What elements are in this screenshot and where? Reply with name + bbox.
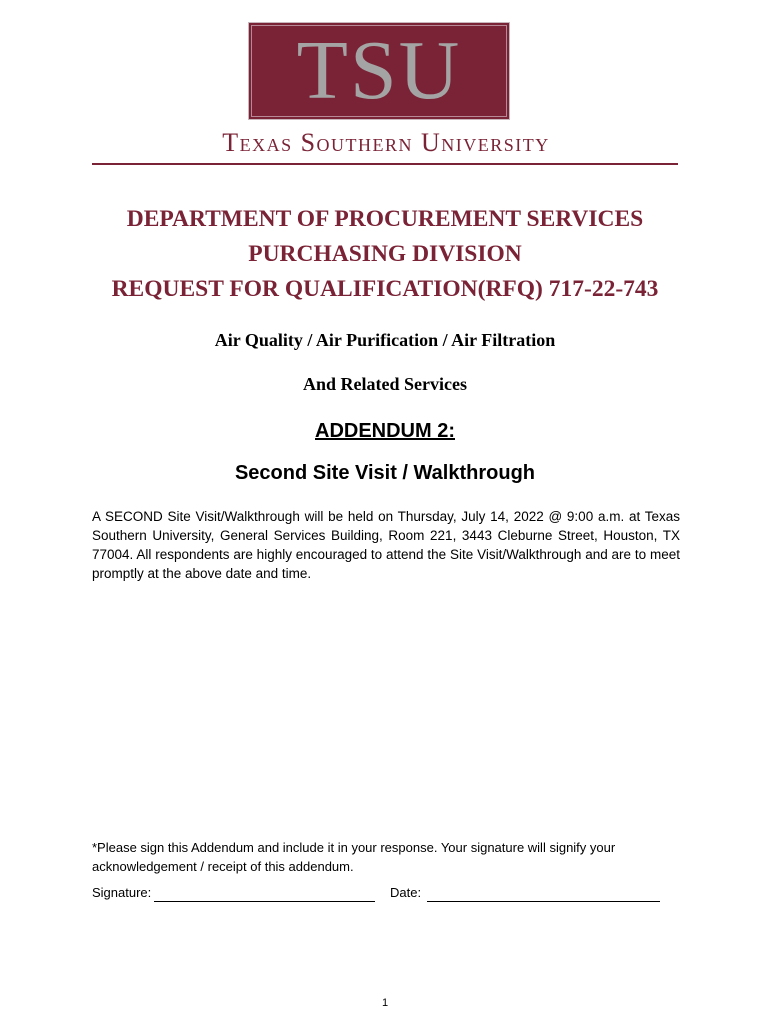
university-name: Texas Southern University xyxy=(222,128,550,157)
rfq-title: REQUEST FOR QUALIFICATION(RFQ) 717-22-743 xyxy=(111,276,659,302)
addendum-heading: ADDENDUM 2: xyxy=(315,420,455,442)
addendum-body: A SECOND Site Visit/Walkthrough will be held on Thursday, July 14, 2022 @ 9:00 a.m. at Texas Southern University, General Services Building, Room 221, 3443 Cleburne Street, Houston, TX 77004. All respondents are highly encouraged to attend the Site Visit/Walkthrough and are to meet promptly at the above date and time. xyxy=(92,509,680,581)
subject-line-2: And Related Services xyxy=(303,374,467,394)
date-label: Date: xyxy=(390,885,422,900)
division-title: PURCHASING DIVISION xyxy=(248,241,522,267)
tsu-logo xyxy=(248,22,510,120)
subject-line-1: Air Quality / Air Purification / Air Filtration xyxy=(214,330,556,350)
signature-label: Signature: xyxy=(92,885,152,900)
header-divider xyxy=(92,163,678,165)
logo-letters: TSU xyxy=(296,24,462,117)
page-number: 1 xyxy=(381,997,389,1009)
signature-note: *Please sign this Addendum and include it in your response. Your signature will signify your acknowledgement / receipt of this addendum. xyxy=(92,840,616,874)
date-line[interactable] xyxy=(427,901,660,902)
department-title: DEPARTMENT OF PROCUREMENT SERVICES xyxy=(126,206,644,232)
signature-line[interactable] xyxy=(154,901,375,902)
addendum-title: Second Site Visit / Walkthrough xyxy=(234,462,536,484)
